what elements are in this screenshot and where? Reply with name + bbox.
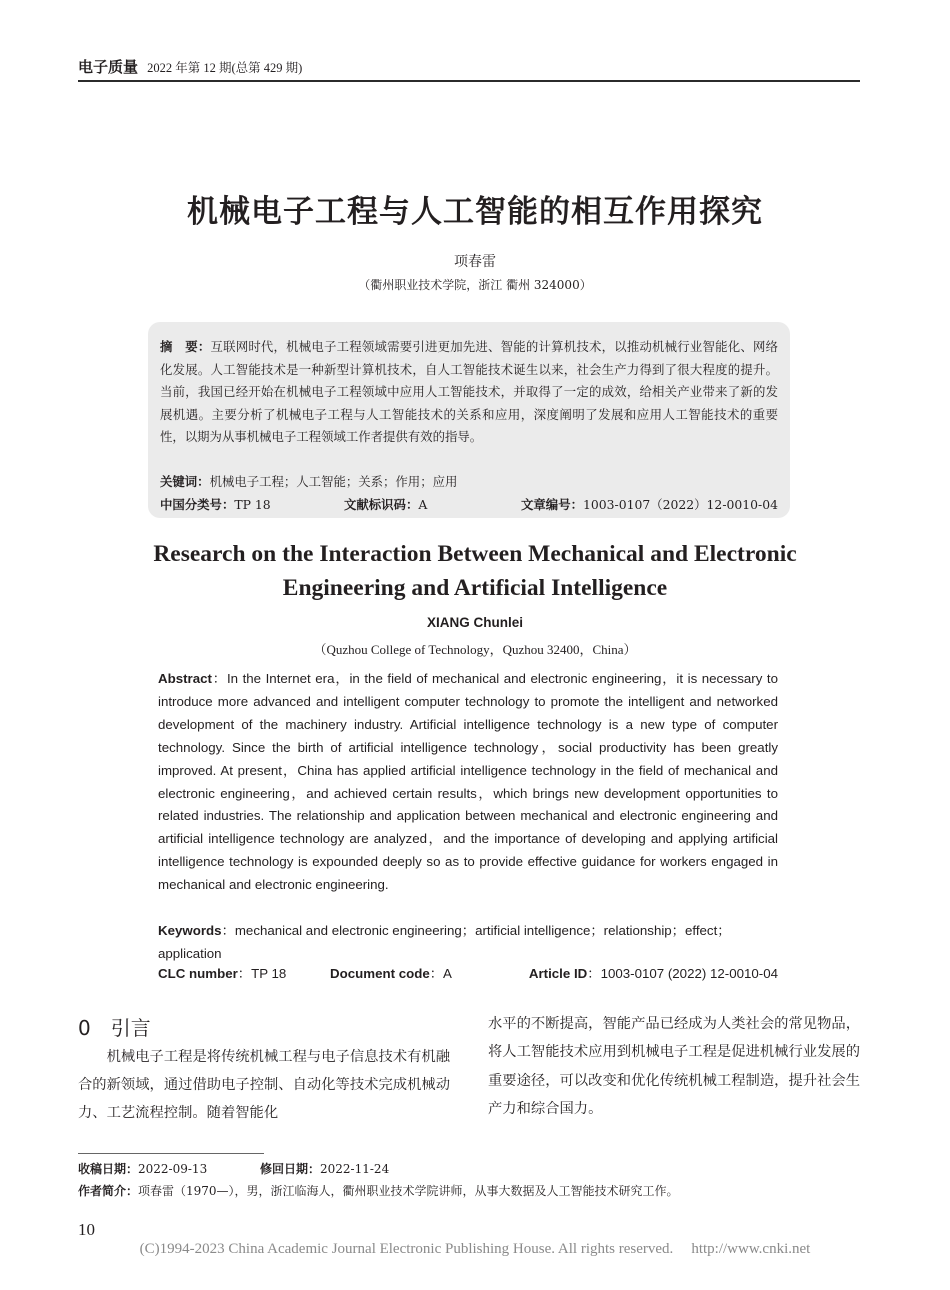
english-author: XIANG Chunlei — [426, 615, 523, 630]
clc-label: 中国分类号： — [160, 497, 235, 512]
en-doc-code-label: Document code — [330, 966, 430, 981]
author-bio — [78, 1181, 878, 1201]
revised-field — [260, 1159, 389, 1179]
separator: ： — [429, 966, 444, 981]
english-affiliation: （Quzhou College of Technology，Quzhou 32400，China） — [313, 642, 637, 657]
footnote-rule — [78, 1153, 264, 1154]
bio-text: 项春雷（1970—），男，浙江临海人，衢州职业技术学院讲师，从事大数据及人工智能技术研究工作。 — [138, 1184, 679, 1198]
body-paragraph: 水平的不断提高，智能产品已经成为人类社会的常见物品，将人工智能技术应用到机械电子工程是促进机械行业发展的重要途径，可以改变和优化传统机械工程制造，提升社会生产力和综合国力。 — [488, 1016, 860, 1118]
separator: ： — [211, 671, 227, 686]
body-column-left — [78, 1043, 450, 1127]
doc-code-field — [344, 495, 427, 515]
en-article-id-label: Article ID — [528, 966, 588, 981]
english-keywords — [158, 920, 778, 966]
revised-date: 2022-11-24 — [320, 1162, 390, 1176]
copyright-text: (C)1994-2023 China Academic Journal Electronic Publishing House. All rights reserved. — [139, 1241, 674, 1257]
body-paragraph: 机械电子工程是将传统机械工程与电子信息技术有机融合的新领域，通过借助电子控制、自动化等技术完成机械动力、工艺流程控制。随着智能化 — [78, 1049, 450, 1121]
en-doc-code-value: A — [443, 966, 452, 981]
english-title-line-1: Research on the Interaction Between Mechanical and Electronic — [153, 541, 797, 567]
english-abstract-label: Abstract — [158, 671, 212, 686]
english-abstract — [158, 668, 778, 897]
footnote-dates — [78, 1159, 860, 1179]
body-column-right — [488, 1010, 860, 1124]
chinese-abstract — [160, 336, 778, 449]
article-id-value: 1003-0107（2022）12-0010-04 — [582, 497, 778, 512]
separator: ： — [587, 966, 601, 981]
running-header — [78, 56, 860, 80]
chinese-keywords — [160, 472, 778, 492]
en-article-id-value: 1003-0107 (2022) 12-0010-04 — [600, 966, 778, 981]
article-id-label: 文章编号： — [521, 497, 583, 512]
received-label: 收稿日期： — [78, 1162, 139, 1176]
article-id-field — [521, 495, 778, 515]
doc-code-label: 文献标识码： — [344, 497, 419, 512]
received-field — [78, 1162, 207, 1176]
keywords-label: 关键词： — [160, 474, 210, 489]
chinese-title: 机械电子工程与人工智能的相互作用探究 — [187, 194, 763, 230]
en-article-id-field — [529, 963, 778, 985]
en-clc-label: CLC number — [158, 966, 238, 981]
section-number: 0 — [78, 1016, 91, 1040]
journal-name: 电子质量 — [78, 58, 139, 76]
english-title — [60, 537, 890, 605]
abstract-text: 互联网时代，机械电子工程领域需要引进更加先进、智能的计算机技术，以推动机械行业智能化、网络化发展。人工智能技术是一种新型计算机技术，自人工智能技术诞生以来，社会生产力得到了很大程度的提升。当前，我国已经开始在机械电子工程领域中应用人工智能技术，并取得了一定的成效，给相关产业带来了新的发展机遇。主要分析了机械电子工程与人工智能技术的关系和应用，深度阐明了发展和应用人工智能技术的重要性，以期为从事机械电子工程领域工作者提供有效的指导。 — [160, 339, 779, 445]
section-title: 引言 — [110, 1016, 151, 1040]
english-keywords-label: Keywords — [158, 923, 222, 938]
received-date: 2022-09-13 — [138, 1162, 208, 1176]
copyright-line — [0, 1241, 950, 1258]
chinese-classification-row — [160, 495, 778, 515]
separator: ： — [221, 923, 235, 938]
keywords-text: 机械电子工程；人工智能；关系；作用；应用 — [209, 474, 458, 489]
section-heading — [78, 1012, 151, 1041]
header-rule — [78, 80, 860, 82]
english-keywords-text: mechanical and electronic engineering；artificial intelligence；relationship；effect；application — [158, 923, 731, 961]
english-classification-row — [158, 963, 778, 985]
issue-info: 2022 年第 12 期(总第 429 期) — [147, 61, 303, 75]
en-doc-code-field — [330, 963, 452, 985]
en-clc-field — [158, 963, 286, 985]
separator: ： — [237, 966, 252, 981]
clc-field — [160, 495, 271, 515]
chinese-affiliation: （衢州职业技术学院，浙江 衢州 324000） — [358, 278, 592, 292]
chinese-author: 项春雷 — [454, 254, 496, 270]
english-abstract-text: In the Internet era，in the field of mechanical and electronic engineering，it is necessary to introduce more advanced and intelligent computer technology to promote the intelligent and networked development of the machinery industry. Artificial intelligence technology is a new type of computer technology. Since the birth of artificial intelligence technology，social productivity has been greatly improved. At present，China has applied artificial intelligence technology in the field of mechanical and electronic engineering，and achieved certain results，which brings new development opportunities to related industries. The relationship and application between mechanical and electronic engineering and artificial intelligence technology are analyzed，and the importance of developing and applying artificial intelligence technology is expounded deeply so as to provide effective guidance for workers engaged in mechanical and electronic engineering. — [158, 671, 779, 893]
en-clc-value: TP 18 — [251, 966, 287, 981]
revised-label: 修回日期： — [260, 1162, 321, 1176]
doc-code-value: A — [418, 497, 428, 512]
page-number: 10 — [78, 1220, 95, 1239]
clc-value: TP 18 — [234, 497, 271, 512]
bio-label: 作者简介： — [78, 1184, 139, 1198]
cnki-link[interactable]: http://www.cnki.net — [691, 1241, 811, 1257]
abstract-label: 摘 要： — [160, 339, 211, 354]
english-title-line-2: Engineering and Artificial Intelligence — [282, 575, 668, 601]
